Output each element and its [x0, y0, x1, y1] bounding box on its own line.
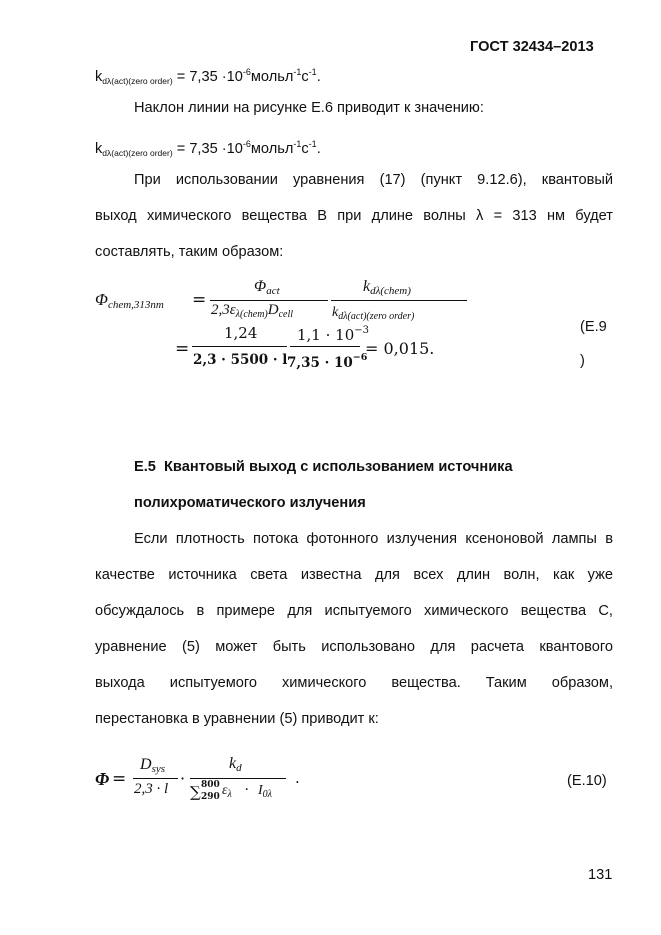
e10-sum-sign: ∑: [190, 783, 201, 801]
e9-numerator-1: Φact: [254, 278, 280, 297]
k-value-line-2: $k_{d\lambda(act)(zero order)} = 7,35$ $\cdot 10^{-6}мольл^{-1}с^{-1}$.: [95, 139, 321, 158]
section-heading-line-2: полихроматического излучения: [134, 495, 366, 511]
paragraph-1-line-3: составлять, таким образом:: [95, 244, 284, 260]
e9-numerator-2: kdλ(chem): [363, 278, 411, 297]
e10-equals: =: [112, 769, 127, 789]
e9-fraction-bar-4: [290, 346, 360, 347]
paragraph-2-line-5: выхода испытуемого химического вещества. Таким образом,: [95, 675, 613, 691]
paragraph-2-line-3: обсуждалось в примере для испытуемого химического вещества C,: [95, 603, 613, 619]
e10-denominator-1: 2,3 · l: [134, 781, 169, 797]
e9-denominator-1: $2,3\varepsilon_{\lambda(chem)}D_{cell}$: [211, 302, 294, 320]
page-number: 131: [588, 867, 613, 883]
paragraph-2-line-2: качестве источника света известна для всех длин волн, как уже: [95, 567, 613, 583]
paragraph-1-line-1: При использовании уравнения (17) (пункт 9.12.6), квантовый: [134, 172, 613, 188]
e10-numerator-2: kd: [229, 755, 242, 774]
e10-lhs: Φ: [95, 769, 110, 789]
e10-sum-lower: 290: [201, 792, 220, 802]
e9-lhs: Φchem,313nm: [95, 290, 164, 311]
e10-fraction-bar-1: [133, 778, 178, 779]
e9-denominator-3: 2,3 · 5500 · l: [193, 352, 288, 368]
e9-equals-1: =: [192, 290, 207, 310]
e9-numerator-4: $1,1 \cdot 10^{-3}$: [297, 325, 369, 344]
e10-tail: .: [295, 769, 300, 787]
e9-result: = 0,015.: [365, 339, 435, 358]
paragraph-1-line-2: выход химического вещества B при длине волны λ = 313 нм будет: [95, 208, 613, 224]
e10-label: (E.10): [567, 773, 607, 789]
e9-fraction-bar-1: [210, 300, 328, 301]
paragraph-2-line-4: уравнение (5) может быть использовано для расчета квантового: [95, 639, 613, 655]
e9-fraction-bar-3: [192, 346, 287, 347]
e9-label-open: (E.9: [580, 319, 607, 335]
e9-numerator-3: 1,24: [224, 324, 258, 342]
e9-equals-2: =: [175, 339, 190, 359]
e10-epsilon: $\varepsilon_\lambda$: [222, 783, 232, 800]
e10-dot: ·: [180, 769, 186, 788]
e9-fraction-bar-2: [331, 300, 467, 301]
e10-numerator-1: Dsys: [140, 756, 166, 775]
e9-denominator-2: $k_{d\lambda(act)(zero order)}$: [332, 305, 415, 322]
e10-intensity: $I_{0\lambda}$: [258, 783, 273, 800]
paragraph-2-line-6: перестановка в уравнении (5) приводит к:: [95, 711, 379, 727]
slope-sentence: Наклон линии на рисунке E.6 приводит к значению:: [134, 100, 484, 116]
e10-denominator-2: [190, 781, 290, 811]
e9-label-close: ): [580, 353, 585, 369]
e10-middot: ·: [240, 782, 254, 798]
section-heading-line-1: E.5 Квантовый выход с использованием источника: [134, 459, 513, 475]
e10-fraction-bar-2: [190, 778, 286, 779]
paragraph-2-line-1: Если плотность потока фотонного излучения ксеноновой лампы в: [134, 531, 613, 547]
e10-sum-upper: 800: [201, 780, 220, 790]
standard-header: ГОСТ 32434–2013: [470, 39, 594, 55]
k-value-line-1: $k_{d\lambda(act)(zero order)} = 7,35$ $\cdot 10^{-6}мольл^{-1}с^{-1}$.: [95, 67, 321, 86]
e9-denominator-4: $7,35 \cdot 10^{-6}$: [287, 352, 368, 371]
